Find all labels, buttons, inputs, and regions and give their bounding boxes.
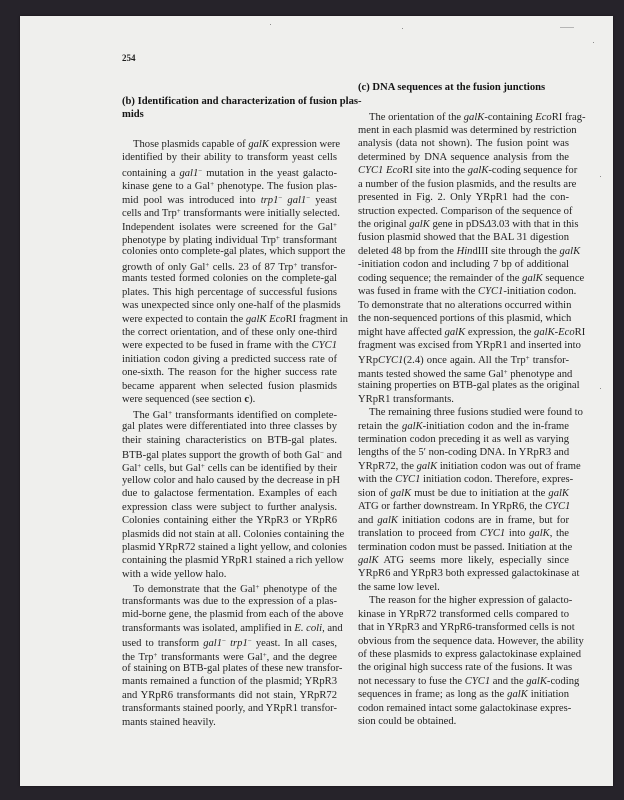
text-line: yellow color and halo caused by the decrease in pH: [122, 474, 340, 486]
scan-speck: [270, 24, 271, 25]
text-line: the original high success rate of the fusions. It was: [358, 662, 573, 674]
text-line: lengths of the 5′ non-coding DNA. In YRpR3 and: [358, 447, 570, 459]
text-line: termination codon preceding it as well as varying: [358, 434, 569, 445]
text-line: the Trp+ transformants were Gal+, and the degree: [122, 650, 337, 663]
scan-speck: [593, 42, 594, 43]
text-line: colonies onto complete-gal plates, which support the: [122, 246, 346, 258]
text-line: Gal+ cells, but Gal+ cells can be identified by their: [122, 462, 337, 475]
text-line: retain the galK-initiation codon and the in-frame: [358, 420, 569, 432]
text-line: and galK initiation codons are in frame, but for: [358, 514, 569, 526]
text-line: fragment was excised from YRpR1 and inserted into: [358, 339, 581, 351]
scan-speck: [600, 388, 601, 389]
text-line: galK ATG seems more likely, especially since: [358, 554, 569, 566]
section-b-body: [122, 138, 348, 729]
text-line: YRpCYC1(2.4) once again. All the Trp+ transfor-: [358, 354, 569, 367]
scan-speck: [560, 27, 574, 28]
scan-speck: [600, 176, 601, 177]
text-line: plasmids did not stain at all. Colonies containing the: [122, 528, 345, 540]
text-line: kinase gene to a Gal+ phenotype. The fusion plas-: [122, 180, 337, 193]
text-line: was fused in frame with the CYC1-initiation codon.: [358, 286, 577, 298]
page-number: 254: [122, 53, 136, 63]
text-line: phenotype by plating individual Trp+ transformant: [122, 233, 338, 246]
text-line: fusion plasmid showed that the BAL 31 digestion: [358, 232, 569, 244]
section-c-body: [358, 111, 586, 729]
text-line: ment in each plasmid was determined by restriction: [358, 124, 577, 136]
paragraph: [358, 406, 583, 594]
text-line: analysis (data not shown). The fusion point was: [358, 138, 569, 150]
text-line: Colonies containing either the YRpR3 or YRpR6: [122, 515, 337, 527]
text-line: and YRpR6 transformants did not stain, YRpR72: [122, 689, 337, 701]
right-column: [358, 81, 586, 729]
text-line: became apparent when selected fusion plasmids: [122, 380, 337, 392]
text-line: transformants was isolated, amplified in E. coli, and: [122, 622, 343, 634]
text-line: was unexpected since only one-half of the plasmids: [122, 300, 341, 312]
text-line: not necessary to fuse the CYC1 and the galK-coding: [358, 675, 580, 687]
scan-speck: [402, 28, 403, 29]
text-line: one-sixth. The reason for the higher success rate: [122, 367, 337, 379]
text-line: obvious from the sequence data. However, the ability: [358, 635, 584, 647]
text-line: might have affected galK expression, the galK-Eco: [358, 326, 575, 338]
paragraph: [358, 111, 586, 407]
text-line: transformants stained poorly, and YRpR1 transfor-: [122, 703, 337, 715]
text-line: were sequenced (see section c).: [122, 394, 256, 406]
text-line: growth of only Gal+ cells. 23 of 87 Trp+ transfor-: [122, 260, 337, 273]
text-line: termination codon must be passed. Initiation at the: [358, 541, 573, 553]
text-line: due to galactose fermentation. Examples of each: [122, 488, 337, 500]
text-line: determined by DNA sequence analysis from the: [358, 151, 569, 163]
text-line: the correct orientation, and of these only one-third: [122, 327, 337, 338]
text-line: staining properties on BTB-gal plates as the original: [358, 380, 580, 392]
text-line: plasmid YRpR72 stained a light yellow, and colonies: [122, 542, 347, 553]
text-line: containing a gal1− mutation in the yeast galacto-: [122, 166, 337, 179]
text-line: ATG or farther downstream. In YRpR6, the CYC1: [358, 501, 571, 513]
text-line: were expected to be fused in frame with the CYC1: [122, 340, 337, 352]
text-line: mid-borne gene, the plasmid from each of the above: [122, 609, 344, 621]
text-line: a number of the fusion plasmids, and the results are: [358, 178, 577, 190]
text-line: sion could be obtained.: [358, 716, 457, 728]
text-line: To demonstrate that no alterations occurred within: [358, 299, 572, 311]
text-line: struction expected. Comparison of the sequence of: [358, 205, 573, 217]
text-line: mants stained heavily.: [122, 716, 216, 728]
text-line: YRpR72, the galK initiation codon was out of frame: [358, 460, 581, 472]
text-line: deleted 48 bp from the HindIII site through the galK: [358, 245, 581, 257]
text-line: mants tested formed colonies on the complete-gal: [122, 273, 337, 285]
text-line: with the CYC1 initiation codon. Therefore, expres-: [358, 474, 574, 486]
text-line: of these plasmids to express galactokinase explained: [358, 649, 581, 660]
heading-line: mids: [122, 109, 144, 121]
paragraph: [358, 594, 584, 728]
text-line: with a wide yellow halo.: [122, 568, 227, 580]
text-line: expression class were subject to further analysis.: [122, 501, 337, 513]
text-line: containing the plasmid YRpR1 stained a rich yellow: [122, 555, 344, 567]
text-line: Independent isolates were screened for the Gal+: [122, 220, 337, 233]
text-line: identified by their ability to transform yeast cells: [122, 152, 337, 164]
text-line: To demonstrate that the Gal+ phenotype of the: [133, 583, 337, 596]
text-line: YRpR6 and YRpR3 both expressed galactokinase at: [358, 568, 580, 580]
text-line: cells and Trp+ transformants were initially selected.: [122, 207, 340, 220]
text-line: the original galK gene in pDSΔ3.03 with that in this: [358, 219, 579, 230]
text-line: kinase in YRpR72 transformed cells compared to: [358, 608, 569, 620]
text-line: The remaining three fusions studied were found to: [369, 407, 583, 419]
text-line: presented in Fig. 2. Only YRpR1 had the con-: [358, 192, 569, 204]
text-line: used to transform gal1− trp1− yeast. In all cases,: [122, 637, 337, 650]
left-column: [122, 95, 362, 729]
section-b-heading: [122, 95, 362, 122]
text-line: BTB-gal plates support the growth of both Gal− and: [122, 448, 342, 461]
text-line: The Gal+ transformants identified on complete-: [133, 408, 337, 421]
text-line: codon remained intact some galactokinase expres-: [358, 702, 572, 714]
text-line: YRpR1 transformants.: [358, 393, 454, 405]
text-line: sion of galK must be due to initiation at the galK: [358, 487, 569, 499]
section-c-heading: (c) DNA sequences at the fusion junctions: [358, 82, 546, 93]
text-line: plates. This high percentage of successful fusions: [122, 286, 337, 298]
text-line: mants tested showed the same Gal+ phenotype and: [358, 367, 573, 380]
text-line: Those plasmids capable of galK expression were: [133, 138, 341, 150]
text-line: initiation codon giving a predicted success rate of: [122, 353, 337, 365]
text-line: translation to proceed from CYC1 into galK, the: [358, 528, 569, 540]
text-line: transformants was due to the expression of a plas-: [122, 595, 337, 607]
heading-line: (b) Identification and characterization of fusion plas-: [122, 96, 362, 107]
text-line: The reason for the higher expression of galacto-: [369, 595, 573, 607]
text-line: mid pool was introduced into trp1− gal1− yeast: [122, 193, 337, 206]
text-line: that in YRpR3 and YRpR6-transformed cells is not: [358, 622, 575, 634]
paragraph: [122, 407, 347, 582]
text-line: mants remained a function of the plasmid; YRpR3: [122, 676, 337, 688]
paragraph: [122, 581, 344, 729]
text-line: the same low level.: [358, 581, 440, 593]
text-line: sequences in frame; as long as the galK initiation: [358, 689, 570, 701]
text-line: the non-sequenced portions of this plasmid, which: [358, 313, 572, 325]
text-line: their staining characteristics on BTB-gal plates.: [122, 434, 337, 446]
paragraph: [122, 138, 348, 407]
text-line: CYC1 EcoRI site into the galK-coding sequence for: [358, 165, 578, 177]
text-line: The orientation of the galK-containing EcoRI frag-: [369, 111, 586, 123]
text-line: were expected to contain the galK EcoRI fragment in: [122, 313, 348, 325]
text-line: of staining on BTB-gal plates of these new transfor-: [122, 662, 343, 674]
text-line: coding sequence; the remainder of the galK sequence: [358, 272, 585, 284]
text-line: -initiation codon and including 7 bp of additional: [358, 259, 569, 271]
text-line: gal plates were differentiated into three classes by: [122, 421, 337, 433]
